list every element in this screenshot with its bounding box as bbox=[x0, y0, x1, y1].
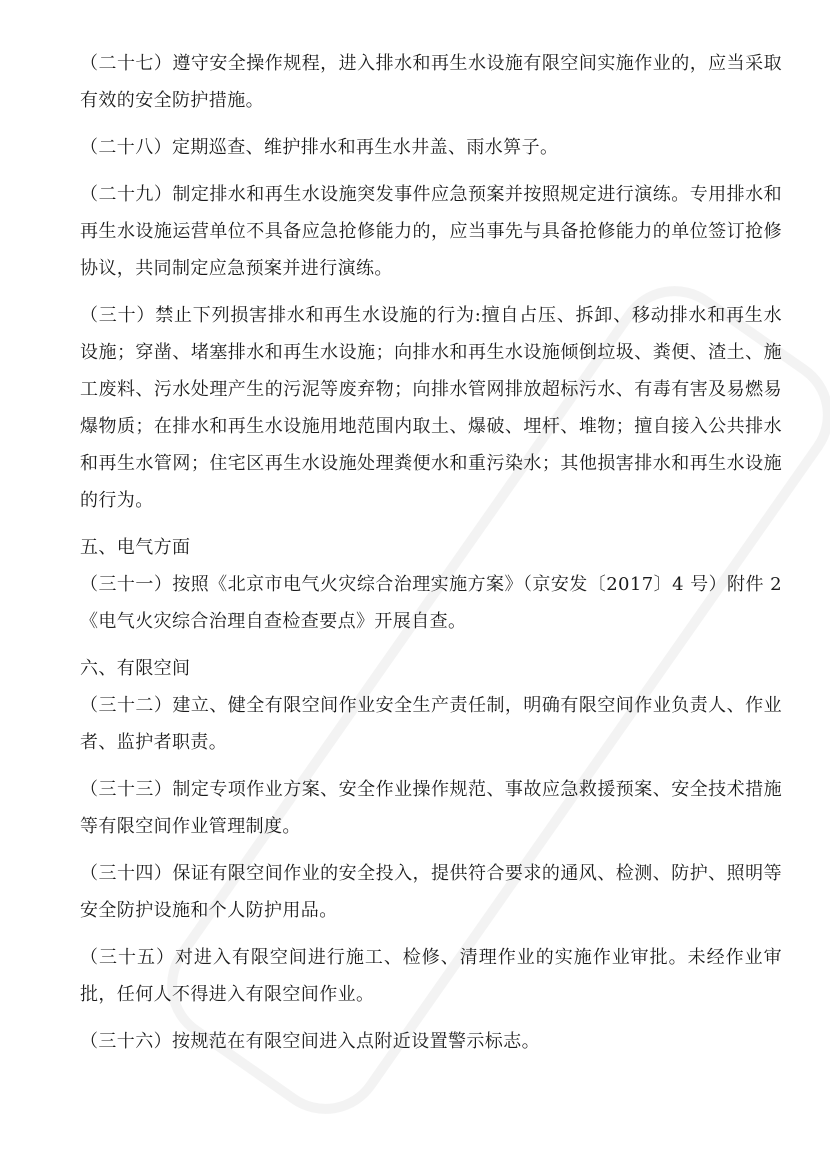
paragraph-30: （三十）禁止下列损害排水和再生水设施的行为:擅自占压、拆卸、移动排水和再生水设施；穿凿、堵塞排水和再生水设施；向排水和再生水设施倾倒垃圾、粪便、渣土、施工废料、污水处理产生的污泥等废弃物；向排水管网排放超标污水、有毒有害及易燃易爆物质；在排水和再生水设施用地范围内取土、爆破、埋杆、堆物；擅自接入公共排水和再生水管网；住宅区再生水设施处理粪便水和重污染水；其他损害排水和再生水设施的行为。 bbox=[80, 305, 782, 511]
paragraph-33: （三十三）制定专项作业方案、安全作业操作规范、事故应急救援预案、安全技术措施等有限空间作业管理制度。 bbox=[80, 779, 782, 837]
section-heading-electrical: 五、电气方面 bbox=[80, 537, 191, 558]
paragraph-29: （二十九）制定排水和再生水设施突发事件应急预案并按照规定进行演练。专用排水和再生水设施运营单位不具备应急抢修能力的，应当事先与具备抢修能力的单位签订抢修协议，共同制定应急预案并进行演练。 bbox=[80, 184, 782, 279]
paragraph-32: （三十二）建立、健全有限空间作业安全生产责任制，明确有限空间作业负责人、作业者、监护者职责。 bbox=[80, 695, 782, 753]
paragraph-31: （三十一）按照《北京市电气火灾综合治理实施方案》（京安发〔2017〕4 号）附件 2《电气火灾综合治理自查检查要点》开展自查。 bbox=[80, 574, 782, 632]
paragraph-27: （二十七）遵守安全操作规程，进入排水和再生水设施有限空间实施作业的，应当采取有效的安全防护措施。 bbox=[80, 53, 782, 111]
paragraph-35: （三十五）对进入有限空间进行施工、检修、清理作业的实施作业审批。未经作业审批，任何人不得进入有限空间作业。 bbox=[80, 947, 782, 1005]
paragraph-34: （三十四）保证有限空间作业的安全投入，提供符合要求的通风、检测、防护、照明等安全防护设施和个人防护用品。 bbox=[80, 863, 782, 921]
paragraph-28: （二十八）定期巡查、维护排水和再生水井盖、雨水箅子。 bbox=[80, 137, 559, 158]
paragraph-36: （三十六）按规范在有限空间进入点附近设置警示标志。 bbox=[80, 1031, 540, 1052]
section-heading-confined-space: 六、有限空间 bbox=[80, 658, 191, 679]
